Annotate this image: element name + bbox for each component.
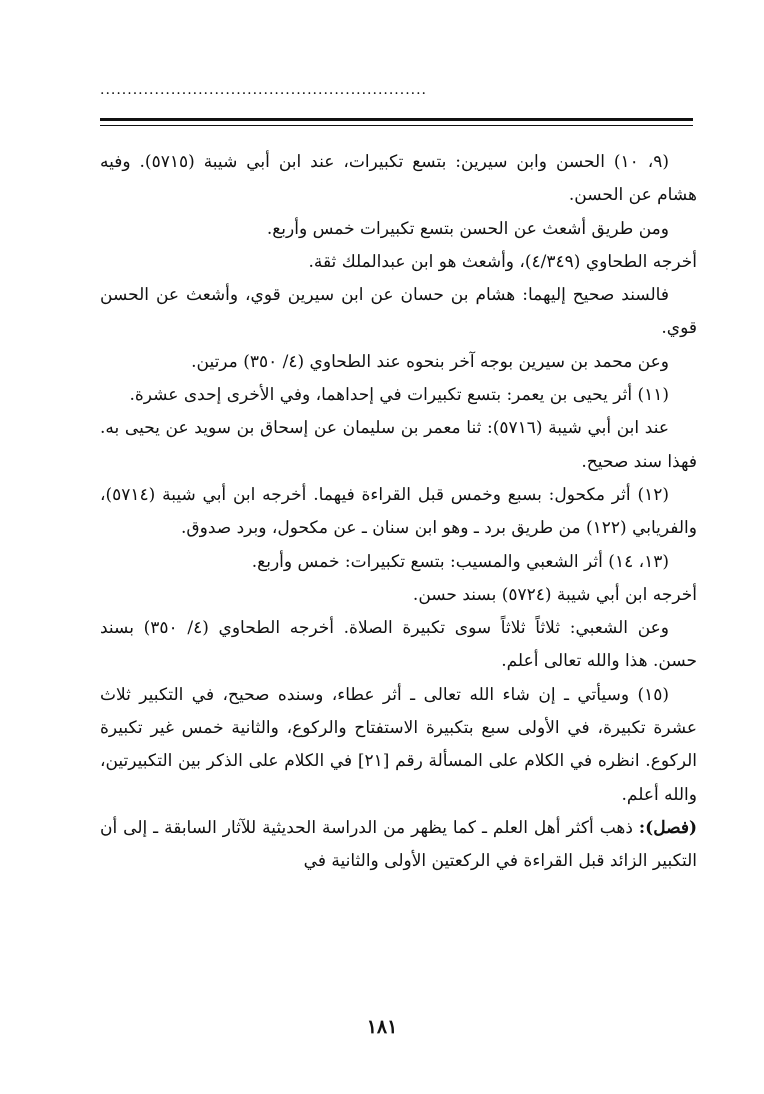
page-number: ١٨١ — [366, 1016, 398, 1038]
paragraph-15: (١٥) وسيأتي ـ إن شاء الله تعالى ـ أثر عطاء، وسنده صحيح، في التكبير ثلاث عشرة تكبيرة، في الأولى سبع بتكبيرة الاستفتاح والركوع، والثانية خمس غير تكبيرة الركوع. انظره في الكلام على المسألة رقم [٢١] في الكلام على الذكر بين التكبيرتين، والله أعلم. — [100, 684, 698, 805]
paragraph-isnad-sahih: فالسند صحيح إليهما: هشام بن حسان عن ابن سيرين قوي، وأشعث عن الحسن قوي. — [100, 285, 697, 339]
paragraph-fasl — [100, 812, 697, 879]
paragraph-9-10: (٩، ١٠) الحسن وابن سيرين: بتسع تكبيرات، عند ابن أبي شيبة (٥٧١٥). وفيه هشام عن الحسن. — [100, 152, 697, 206]
paragraph-11: (١١) أثر يحيى بن يعمر: بتسع تكبيرات في إحداهما، وفي الأخرى إحدى عشرة. — [129, 385, 669, 406]
paragraph-12: (١٢) أثر مكحول: بسبع وخمس قبل القراءة فيهما. أخرجه ابن أبي شيبة (٥٧١٤)، والفريابي (١٢٢) من طريق برد ـ وهو ابن سنان ـ عن مكحول، وبرد صدوق. — [100, 484, 697, 539]
header-rule-thin — [100, 125, 693, 126]
fasl-text: ذهب أكثر أهل العلم ـ كما يظهر من الدراسة الحديثية للآثار السابقة ـ إلى أن التكبير الزائد قبل القراءة في الركعتين الأولى والثانية في — [100, 817, 697, 872]
page-body — [100, 146, 697, 879]
paragraph-ashath-route: ومن طريق أشعث عن الحسن بتسع تكبيرات خمس وأربع. — [266, 218, 669, 239]
paragraph-13-14: (١٣، ١٤) أثر الشعبي والمسيب: بتسع تكبيرات: خمس وأربع. — [251, 551, 669, 572]
paragraph-ibn-sirin-other: وعن محمد بن سيرين بوجه آخر بنحوه عند الطحاوي (٤/ ٣٥٠) مرتين. — [191, 351, 669, 372]
paragraph-ibn-abi-shayba-5716: عند ابن أبي شيبة (٥٧١٦): ثنا معمر بن سليمان عن إسحاق بن سويد عن يحيى به. فهذا سند صحيح. — [100, 418, 697, 472]
header-dotted-line: ............................................................ — [100, 82, 428, 98]
paragraph-shabi: وعن الشعبي: ثلاثاً ثلاثاً سوى تكبيرة الصلاة. أخرجه الطحاوي (٤/ ٣٥٠) بسند حسن. هذا والله تعالى أعلم. — [100, 618, 697, 672]
paragraph-5724: أخرجه ابن أبي شيبة (٥٧٢٤) بسند حسن. — [412, 584, 697, 605]
header-rule-thick — [100, 118, 693, 121]
paragraph-tahawi-ref: أخرجه الطحاوي (٤/٣٤٩)، وأشعث هو ابن عبدالملك ثقة. — [308, 251, 697, 272]
fasl-label: (فصل): — [638, 817, 697, 838]
